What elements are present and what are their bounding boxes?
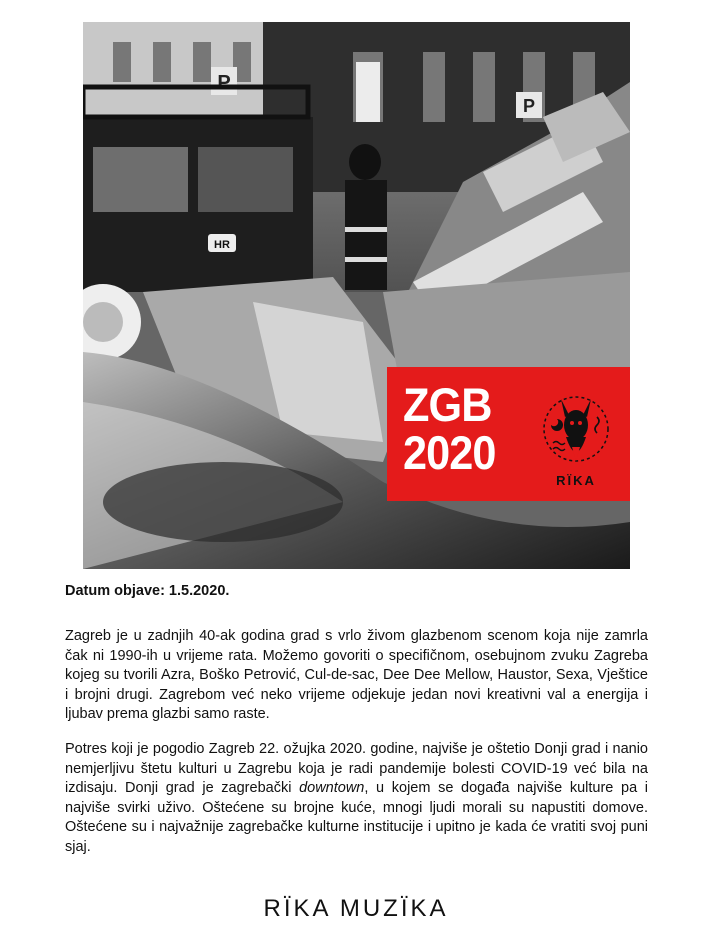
- rika-muzika-logo: RÏKA MUZÏKA: [263, 895, 449, 922]
- badge-title-line1: ZGB: [403, 378, 492, 431]
- zgb-2020-badge: [387, 367, 630, 501]
- publication-date: Datum objave: 1.5.2020.: [65, 583, 230, 599]
- badge-title: [403, 378, 496, 479]
- emblem-word: RÏKA: [556, 473, 596, 488]
- downtown-emphasis: downtown: [299, 780, 365, 797]
- parking-sign-text: P: [217, 72, 231, 94]
- badge-title-line2: 2020: [403, 426, 496, 479]
- rika-emblem-icon: [539, 387, 613, 473]
- paragraph-earthquake-part2: , u kojem se događa najviše kulture pa i najviše svirki uživo. Oštećene su brojne kuće, mnogi ljudi morali su napustiti domove. Oštećene su i najvažnije zagrebačke kulturne institucije i upitno je kada će vratiti svoj puni sjaj.: [65, 780, 648, 855]
- paragraph-earthquake: [65, 740, 648, 858]
- license-plate-text: HR: [214, 239, 230, 251]
- paragraph-intro: Zagreb je u zadnjih 40-ak godina grad s vrlo živom glazbenom scenom koja nije zamrla čak ni 1990-ih u vrijeme rata. Možemo govoriti o specifičnom, osebujnom zvuku Zagreba kojeg su tvorili Azra, Boško Petrović, Cul-de-sac, Dee Dee Mellow, Haustor, Sexa, Vještice i brojni drugi. Zagrebom već neko vrijeme odjekuje jedan novi kreativni val a energija i ljubav prema glazbi samo raste.: [65, 628, 648, 723]
- paragraph-earthquake-part1: Potres koji je pogodio Zagreb 22. ožujka 2020. godine, najviše je oštetio Donji grad i nanio nemjerljivu štetu kulturi u Zagrebu koja je radi pandemije bolesti COVID-19 već bila na izdisaju. Donji grad je zagrebački: [65, 741, 648, 797]
- rika-emblem: [539, 387, 613, 488]
- svg-text:P: P: [522, 96, 536, 116]
